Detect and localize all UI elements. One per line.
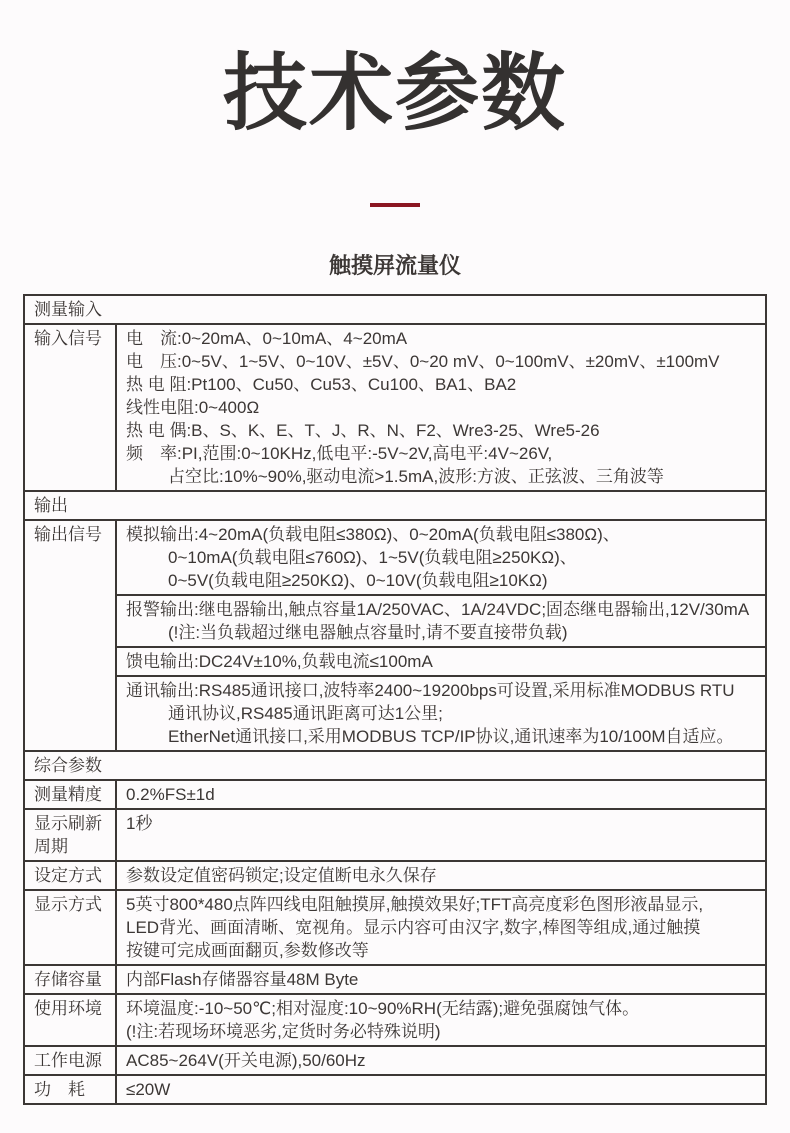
spec-line: 线性电阻:0~400Ω (126, 398, 260, 418)
spec-line: 热 电 偶:B、S、K、E、T、J、R、N、F2、Wre3-25、Wre5-26 (126, 421, 600, 441)
spec-line: 热 电 阻:Pt100、Cu50、Cu53、Cu100、BA1、BA2 (126, 375, 517, 395)
param-value (116, 809, 766, 861)
page-title: 技术参数 (222, 46, 567, 140)
spec-line: 参数设定值密码锁定;设定值断电永久保存 (126, 866, 437, 886)
param-value (116, 647, 766, 676)
product-subtitle: 触摸屏流量仪 (328, 253, 461, 279)
param-label: 工作电源 (24, 1046, 116, 1075)
spec-line: 通讯协议,RS485通讯距离可达1公里; (168, 704, 443, 724)
title-underline-accent (370, 203, 420, 207)
spec-line: (!注:若现场环境恶劣,定货时务必特殊说明) (126, 1022, 441, 1042)
param-value (116, 965, 766, 994)
spec-line: 5英寸800*480点阵四线电阻触摸屏,触摸效果好;TFT高亮度彩色图形液晶显示, (126, 895, 704, 915)
spec-line: 按键可完成画面翻页,参数修改等 (126, 941, 369, 961)
spec-line: 0.2%FS±1d (126, 785, 215, 805)
spec-table-container (23, 294, 767, 1105)
spec-line (126, 835, 759, 858)
param-value (116, 861, 766, 890)
param-label: 显示方式 (24, 890, 116, 965)
spec-line: AC85~264V(开关电源),50/60Hz (126, 1051, 366, 1071)
section-row: 综合参数 (24, 751, 766, 780)
spec-line: 占空比:10%~90%,驱动电流>1.5mA,波形:方波、正弦波、三角波等 (168, 467, 664, 487)
spec-line: 内部Flash存储器容量48M Byte (126, 970, 359, 990)
param-value (116, 595, 766, 647)
param-label: 功 耗 (24, 1075, 116, 1104)
param-label: 输入信号 (24, 324, 116, 491)
spec-table-body (24, 295, 766, 1104)
section-row: 输出 (24, 491, 766, 520)
spec-line: 馈电输出:DC24V±10%,负载电流≤100mA (126, 652, 433, 672)
param-value (116, 676, 766, 751)
param-label: 设定方式 (24, 861, 116, 890)
spec-line: 环境温度:-10~50℃;相对湿度:10~90%RH(无结露);避免强腐蚀气体。 (126, 999, 640, 1019)
spec-line: 电 流:0~20mA、0~10mA、4~20mA (126, 329, 408, 349)
spec-line: 通讯输出:RS485通讯接口,波特率2400~19200bps可设置,采用标准MODBUS RTU (126, 681, 735, 701)
param-value (116, 780, 766, 809)
spec-line: 模拟输出:4~20mA(负载电阻≤380Ω)、0~20mA(负载电阻≤380Ω)、 (126, 525, 620, 545)
param-value (116, 890, 766, 965)
spec-table (23, 294, 767, 1105)
param-label: 使用环境 (24, 994, 116, 1046)
param-value (116, 1075, 766, 1104)
spec-line: EtherNet通讯接口,采用MODBUS TCP/IP协议,通讯速率为10/100M自适应。 (168, 727, 734, 747)
param-label: 测量精度 (24, 780, 116, 809)
param-value (116, 520, 766, 595)
spec-line: 1秒 (126, 814, 153, 834)
param-label: 输出信号 (24, 520, 116, 751)
section-row: 测量输入 (24, 295, 766, 324)
spec-line: (!注:当负载超过继电器触点容量时,请不要直接带负载) (168, 623, 568, 643)
param-value (116, 324, 766, 491)
spec-line: 频 率:PI,范围:0~10KHz,低电平:-5V~2V,高电平:4V~26V, (126, 444, 553, 464)
spec-line: 0~10mA(负载电阻≤760Ω)、1~5V(负载电阻≥250KΩ)、 (168, 548, 577, 568)
spec-line: LED背光、画面清晰、宽视角。显示内容可由汉字,数字,棒图等组成,通过触摸 (126, 918, 701, 938)
spec-line: 0~5V(负载电阻≥250KΩ)、0~10V(负载电阻≥10KΩ) (168, 571, 548, 591)
param-value (116, 1046, 766, 1075)
spec-line: 报警输出:继电器输出,触点容量1A/250VAC、1A/24VDC;固态继电器输出,12V/30mA (126, 600, 750, 620)
spec-line: 电 压:0~5V、1~5V、0~10V、±5V、0~20 mV、0~100mV、±20mV、±100mV (126, 352, 720, 372)
spec-line: ≤20W (126, 1080, 171, 1100)
param-label: 显示刷新周期 (24, 809, 116, 861)
param-label: 存储容量 (24, 965, 116, 994)
param-value (116, 994, 766, 1046)
